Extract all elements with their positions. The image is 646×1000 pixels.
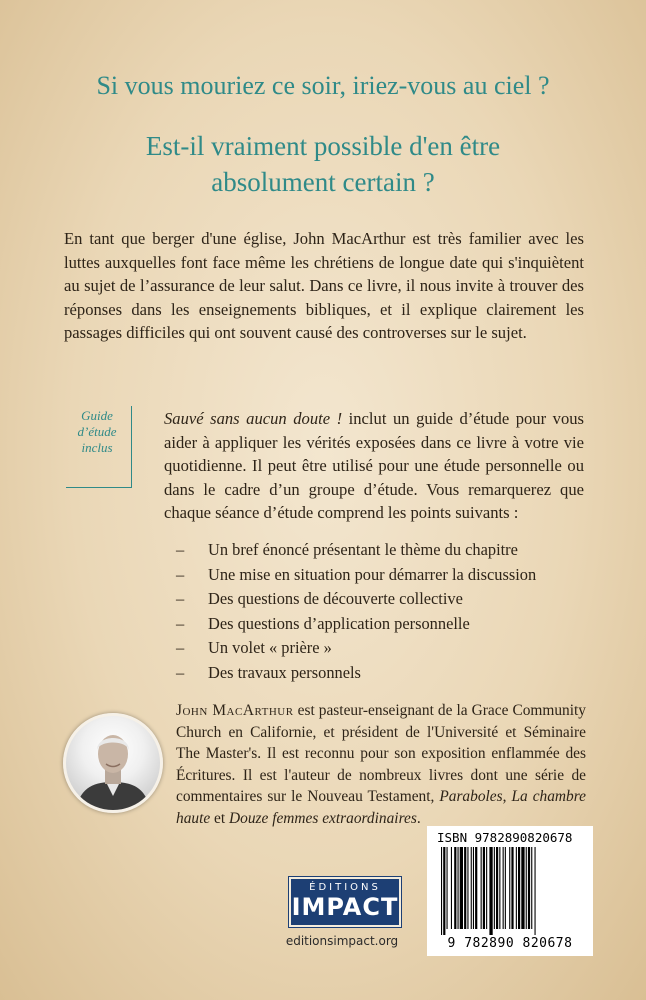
publisher-website: editionsimpact.org (285, 934, 399, 948)
callout-line1: Guide (81, 408, 113, 423)
list-item: – Des travaux personnels (176, 662, 361, 682)
barcode-bar (526, 847, 527, 929)
intro-paragraph: En tant que berger d'une église, John MacArthur est très familier avec les luttes auxquelles font face même les chrétiens de longue date qui s'inquiètent au sujet de l’assurance de leur salut. Dans ce livre, il nous invite à trouver des réponses dans les enseignements bibliques, et il explique clairement les passages difficiles qui ont souvent causé des controverses sur le sujet. (64, 229, 584, 343)
callout-line2: d’étude (77, 424, 117, 439)
isbn-label: ISBN 9782890820678 (437, 830, 573, 845)
barcode-bar (458, 847, 459, 929)
barcode-bar (486, 847, 487, 929)
author-photo (63, 713, 163, 813)
barcode-bar (473, 847, 474, 929)
barcode-bar (531, 847, 532, 929)
list-item: – Un bref énoncé présentant le thème du chapitre (176, 540, 518, 559)
barcode-bar (471, 847, 472, 929)
headline-certainty-line2: absolument certain ? (211, 167, 435, 197)
barcode-bar (475, 847, 477, 929)
isbn-barcode (427, 826, 593, 956)
barcode-bar (443, 847, 445, 935)
barcode-bar (505, 847, 506, 929)
author-name: John MacArthur (176, 702, 294, 719)
study-guide-callout (64, 408, 130, 456)
publisher-logo (289, 877, 401, 927)
barcode-bar (447, 847, 448, 929)
barcode-bar (521, 847, 524, 929)
list-item-text: Des travaux personnels (208, 662, 361, 682)
barcode-bar (451, 847, 452, 929)
barcode-icon (441, 847, 581, 935)
book-title: Sauvé sans aucun doute ! (164, 409, 343, 428)
bio-book-title: La chambre haute (176, 788, 586, 827)
headline-certainty-line1: Est-il vraiment possible d'en être (145, 131, 501, 161)
logo-top-text: ÉDITIONS (309, 882, 381, 893)
headline-certainty (0, 128, 646, 200)
study-guide-text: inclut un guide d’étude pour vous aider à appliquer les vérités exposées dans ce livre à votre vie quotidienne. Il peut être utilisé pour une étude personnelle ou dans le cadre d’un groupe d’étude. Vous remarquerez que chaque séance d’étude comprend les points suivants : (164, 409, 584, 523)
barcode-bar (454, 847, 456, 929)
bio-text: est pasteur-enseignant de la Grace Community Church en Californie, et président de l'Université et Séminaire The Master's. Il est reconnu pour son exposition enflammée des Écritures. Il est l'auteur de nombreux livres dont une série de commentaires sur le Nouveau Testament, (176, 702, 586, 805)
bio-end: . (416, 809, 421, 827)
logo-main-text: IMPACT (291, 893, 399, 921)
barcode-bar (467, 847, 468, 929)
list-item-text: Une mise en situation pour démarrer la discussion (208, 564, 537, 584)
barcode-bar (489, 847, 492, 935)
barcode-bar (499, 847, 500, 929)
list-item-text: Des questions de découverte collective (208, 589, 463, 609)
list-item-text: Des questions d’application personnelle (208, 613, 470, 633)
bio-separator: , (502, 788, 512, 805)
barcode-bar (509, 847, 510, 929)
bio-separator: et (210, 809, 230, 827)
barcode-bar (496, 847, 498, 929)
bio-book-title: Paraboles (439, 788, 503, 805)
list-item: – Un volet « prière » (176, 638, 332, 658)
list-item: – Des questions de découverte collective (176, 589, 463, 609)
barcode-bar (518, 847, 520, 929)
study-guide-paragraph (164, 407, 584, 525)
barcode-bar (516, 847, 517, 929)
headline-question: Si vous mouriez ce soir, iriez-vous au ciel ? (96, 71, 550, 100)
barcode-bar (460, 847, 463, 929)
author-portrait-icon (66, 716, 160, 810)
bio-book-title: Douze femmes extraordinaires (229, 809, 417, 827)
list-item: – Une mise en situation pour démarrer la discussion (176, 564, 537, 584)
list-item: – Des questions d’application personnelle (176, 613, 470, 633)
callout-line3: inclus (81, 440, 113, 455)
list-item-text: Un volet « prière » (208, 638, 332, 658)
barcode-bar (464, 847, 466, 929)
barcode-bar (503, 847, 504, 929)
barcode-bar (483, 847, 485, 929)
barcode-bar (528, 847, 530, 929)
barcode-bar (481, 847, 482, 929)
barcode-bar (494, 847, 495, 929)
list-item-text: Un bref énoncé présentant le thème du chapitre (208, 540, 518, 559)
barcode-digits: 9 782890 820678 (447, 936, 573, 951)
author-bio (176, 700, 586, 829)
barcode-bar (535, 847, 536, 935)
barcode-bar (511, 847, 513, 929)
barcode-bar (441, 847, 442, 935)
study-points-list (176, 538, 536, 686)
